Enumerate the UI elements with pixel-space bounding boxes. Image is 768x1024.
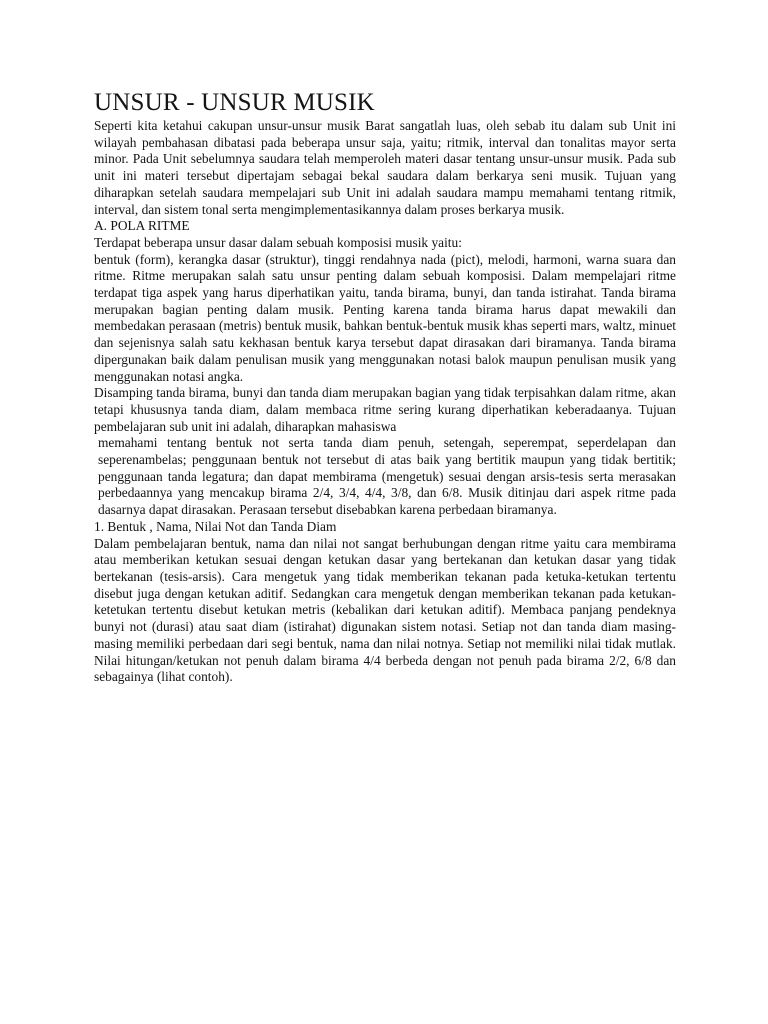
- section-1-paragraph: Dalam pembelajaran bentuk, nama dan nilai not sangat berhubungan dengan ritme yaitu cara membirama atau memberikan ketukan sesuai dengan ketukan dasar yang bertekanan dan ketukan dasar yang tidak bertekanan (tesis-arsis). Cara mengetuk yang tidak memberikan tekanan pada ketuka-ketukan tertentu disebut juga dengan ketukan aditif. Sedangkan cara mengetuk dengan memberikan tekanan pada ketukan-ketetukan tertentu disebut ketukan metris (kebalikan dari ketukan aditif). Membaca panjang pendeknya bunyi not (durasi) atau saat diam (istirahat) digunakan sistem notasi. Setiap not dan tanda diam masing-masing memiliki perbedaan dari segi bentuk, nama dan nilai notnya. Setiap not memiliki nilai tidak mutlak. Nilai hitungan/ketukan not penuh dalam birama 4/4 berbeda dengan not penuh pada birama 2/2, 6/8 dan sebagainya (lihat contoh).: [94, 535, 676, 685]
- page-title: UNSUR - UNSUR MUSIK: [94, 89, 375, 116]
- section-1-heading: 1. Bentuk , Nama, Nilai Not dan Tanda Diam: [94, 518, 337, 534]
- section-a-paragraph-2b: memahami tentang bentuk not serta tanda diam penuh, setengah, seperempat, seperdelapan dan seperenambelas; penggunaan bentuk not tersebut di atas baik yang bertitik maupun yang tidak bertitik; penggunaan tanda legatura; dan dapat membirama (mengetuk) sesuai dengan arsis-tesis serta merasakan perbedaannya yang mencakup birama 2/4, 3/4, 4/4, 3/8, dan 6/8. Musik ditinjau dari aspek ritme pada dasarnya dapat dirasakan. Perasaan tersebut disebabkan karena perbedaan biramanya.: [98, 435, 676, 518]
- document-body: [94, 118, 676, 686]
- document-page: [94, 88, 676, 686]
- section-a-paragraph-2a: Disamping tanda birama, bunyi dan tanda diam merupakan bagian yang tidak terpisahkan dalam ritme, akan tetapi khususnya tanda diam, dalam membaca ritme sering kurang diperhatikan keberadaanya. Tujuan pembelajaran sub unit ini adalah, diharapkan mahasiswa: [94, 385, 676, 434]
- intro-paragraph: Seperti kita ketahui cakupan unsur-unsur musik Barat sangatlah luas, oleh sebab itu dalam sub Unit ini wilayah pembahasan dibatasi pada beberapa unsur saja, yaitu; ritmik, interval dan tonalitas mayor serta minor. Pada Unit sebelumnya saudara telah memperoleh materi dasar tentang unsur-unsur musik. Pada sub unit ini materi tersebut dipertajam sebagai bekal saudara dalam berkarya seni musik. Tujuan yang diharapkan setelah saudara mempelajari sub Unit ini adalah saudara mampu memahami tentang ritmik, interval, dan sistem tonal serta mengimplementasikannya dalam proses berkarya musik.: [94, 118, 676, 217]
- section-a-paragraph-1: bentuk (form), kerangka dasar (struktur), tinggi rendahnya nada (pict), melodi, harmoni, warna suara dan ritme. Ritme merupakan salah satu unsur penting dalam sebuah komposisi. Dalam mempelajari ritme terdapat tiga aspek yang harus diperhatikan yaitu, tanda birama, bunyi, dan tanda istirahat. Tanda birama merupakan bagian penting dalam musik. Penting karena tanda birama harus dapat mewakili dan membedakan perasaan (metris) bentuk musik, bahkan bentuk-bentuk musik khas seperti mars, waltz, minuet dan sejenisnya salah satu kekhasan bentuk karya tersebut dapat dirasakan dari biramanya. Tanda birama dipergunakan baik dalam penulisan musik yang menggunakan notasi balok maupun penulisan musik yang menggunakan notasi angka.: [94, 251, 676, 384]
- section-a-lead: Terdapat beberapa unsur dasar dalam sebuah komposisi musik yaitu:: [94, 234, 462, 250]
- section-a-heading: A. POLA RITME: [94, 218, 190, 234]
